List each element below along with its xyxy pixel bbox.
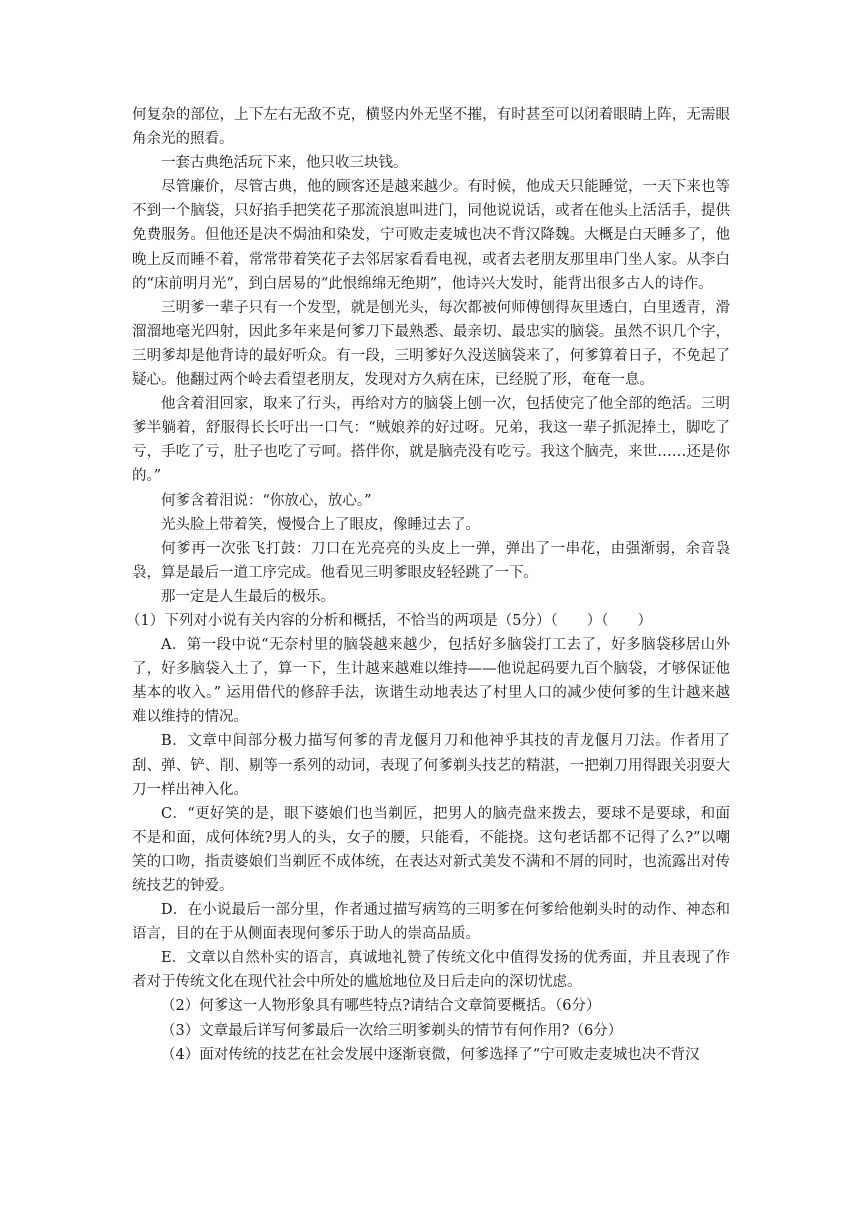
question-4: （4）面对传统的技艺在社会发展中逐渐衰微，何爹选择了“宁可败走麦城也决不背汉 <box>161 1046 700 1063</box>
question-3: （3）文章最后详写何爹最后一次给三明爹剃头的情节有何作用?（6分） <box>161 1022 623 1039</box>
question-1-option-d: D．在小说最后一部分里，作者通过描写病笃的三明爹在何爹给他剃头时的动作、神态和语言，目的在于从侧面表现何爹乐于助人的崇高品质。 <box>132 902 730 943</box>
story-paragraph: 那一定是人生最后的极乐。 <box>161 588 335 605</box>
story-paragraph: 三明爹一辈子只有一个发型，就是刨光头，每次都被何师傅刨得灰里透白，白里透青，滑溜溜地毫光四射，因此多年来是何爹刀下最熟悉、最亲切、最忠实的脑袋。虽然不识几个字，三明爹却是他背诗的最好听众。有一段，三明爹好久没送脑袋来了，何爹算着日子，不免起了疑心。他翻过两个岭去看望老朋友，发现对方久病在床，已经脱了形，奄奄一息。 <box>132 299 730 389</box>
story-paragraph: 何爹再一次张飞打鼓：刀口在光亮亮的头皮上一弹，弹出了一串花，由强渐弱，余音袅袅，算是最后一道工序完成。他看见三明爹眼皮轻轻跳了一下。 <box>132 540 730 581</box>
question-1-stem: （1）下列对小说有关内容的分析和概括，不恰当的两项是（5分）（ ）（ ） <box>126 612 652 629</box>
story-paragraph: 何爹含着泪说：“你放心，放心。” <box>161 492 372 509</box>
question-1-option-a: A．第一段中说“无奈村里的脑袋越来越少，包括好多脑袋打工去了，好多脑袋移居山外了，好多脑袋入土了，算一下，生计越来越难以维持——他说起码要九百个脑袋，才够保证他基本的收入。” 运用借代的修辞手法，诙谐生动地表达了村里人口的减少使何爹的生计越来越难以维持的情况。 <box>132 637 730 726</box>
question-2: （2）何爹这一人物形象具有哪些特点?请结合文章简要概括。（6分） <box>161 998 601 1015</box>
story-paragraph: 一套古典绝活玩下来，他只收三块钱。 <box>161 155 408 172</box>
story-paragraph: 尽管廉价，尽管古典，他的顾客还是越来越少。有时候，他成天只能睡觉，一天下来也等不到一个脑袋，只好掐手把笑花子那流浪崽叫进门，同他说说话，或者在他头上活活手，提供免费服务。但他还是决不焗油和染发，宁可败走麦城也决不背汉降魏。大概是白天睡多了，他晚上反而睡不着，常常带着笑花子去邻居家看看电视，或者去老朋友那里串门坐人家。从李白的“床前明月光”，到白居易的“此恨绵绵无绝期”，他诗兴大发时，能背出很多古人的诗作。 <box>132 179 730 292</box>
question-1-option-c: C．“更好笑的是，眼下婆娘们也当剃匠，把男人的脑壳盘来拨去，要球不是要球，和面不是和面，成何体统?男人的头，女子的腰，只能看，不能挠。这句老话都不记得了么?”以嘲笑的口吻，指责婆娘们当剃匠不成体统，在表达对新式美发不满和不屑的同时，也流露出对传统技艺的钟爱。 <box>132 805 730 894</box>
story-paragraph-continued: 何复杂的部位，上下左右无敌不克，横竖内外无坚不摧，有时甚至可以闭着眼睛上阵，无需眼角余光的照看。 <box>132 107 730 148</box>
story-paragraph: 光头脸上带着笑，慢慢合上了眼皮，像睡过去了。 <box>161 516 480 533</box>
question-1-option-e: E．文章以自然朴实的语言，真诚地礼赞了传统文化中值得发扬的优秀面，并且表现了作者对于传统文化在现代社会中所处的尴尬地位及日后走向的深切忧虑。 <box>132 950 730 991</box>
question-1-option-b: B．文章中间部分极力描写何爹的青龙偃月刀和他神乎其技的青龙偃月刀法。作者用了刮、弹、铲、削、剔等一系列的动词，表现了何爹剃头技艺的精湛，一把剃刀用得跟关羽耍大刀一样出神入化。 <box>132 733 730 798</box>
document-page <box>126 103 730 1067</box>
story-paragraph: 他含着泪回家，取来了行头，再给对方的脑袋上刨一次，包括使完了他全部的绝活。三明爹半躺着，舒服得长长吁出一口气：“贼娘养的好过呀。兄弟，我这一辈子抓泥捧土，脚吃了亏，手吃了亏，肚子也吃了亏呵。搭伴你，就是脑壳没有吃亏。我这个脑壳，来世……还是你的。” <box>132 396 730 485</box>
